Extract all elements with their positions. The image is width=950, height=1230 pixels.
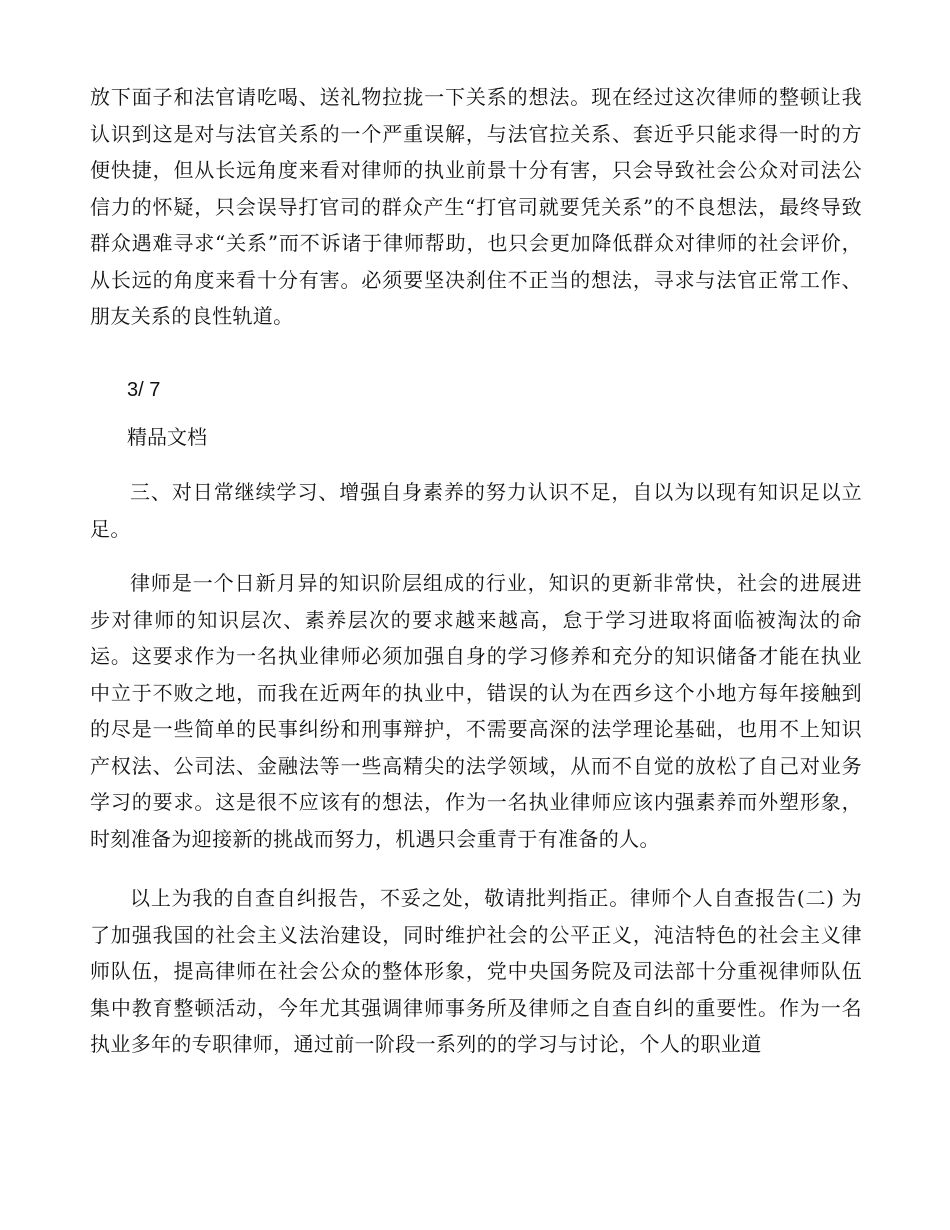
paragraph-continuing-learning: 律师是一个日新月异的知识阶层组成的行业，知识的更新非常快，社会的进展进步对律师的知识层次、素养层次的要求越来越高，怠于学习进取将面临被淘汰的命运。这要求作为一名执业律师必须加强自身的学习修养和充分的知识储备才能在执业中立于不败之地，而我在近两年的执业中，错误的认为在西乡这个小地方每年接触到的尽是一些简单的民事纠纷和刑事辩护，不需要高深的法学理论基础，也用不上知识产权法、公司法、金融法等一些高精尖的法学领域，从而不自觉的放松了自己对业务学习的要求。这是很不应该有的想法，作为一名执业律师应该内强素养而外塑形象，时刻准备为迎接新的挑战而努力，机遇只会重青于有准备的人。 [90,571,862,851]
document-header-label: 精品文档 [127,425,207,449]
section-three-heading: 三、对日常继续学习、增强自身素养的努力认识不足，自以为以现有知识足以立足。 [90,480,862,541]
paragraph-relationship-with-judges: 放下面子和法官请吃喝、送礼物拉拢一下关系的想法。现在经过这次律师的整顿让我认识到这是对与法官关系的一个严重误解，与法官拉关系、套近乎只能求得一时的方便快捷，但从长远角度来看对律师的执业前景十分有害，只会导致社会公众对司法公信力的怀疑，只会误导打官司的群众产生“打官司就要凭关系”的不良想法，最终导致群众遇难寻求“关系”而不诉诸于律师帮助，也只会更加降低群众对律师的社会评价，从长远的角度来看十分有害。必须要坚决刹住不正当的想法，寻求与法官正常工作、朋友关系的良性轨道。 [90,85,862,328]
paragraph-self-inspection-report: 以上为我的自查自纠报告，不妥之处，敬请批判指正。律师个人自查报告(二) 为了加强我国的社会主义法治建设，同时维护社会的公平正义，沌洁特色的社会主义律师队伍，提高律师在社会公众的整体形象，党中央国务院及司法部十分重视律师队伍集中教育整顿活动，今年尤其强调律师事务所及律师之自查自纠的重要性。作为一名执业多年的专职律师，通过前一阶段一系列的的学习与讨论，个人的职业道 [90,886,862,1056]
page-number: 3/ 7 [127,379,161,401]
